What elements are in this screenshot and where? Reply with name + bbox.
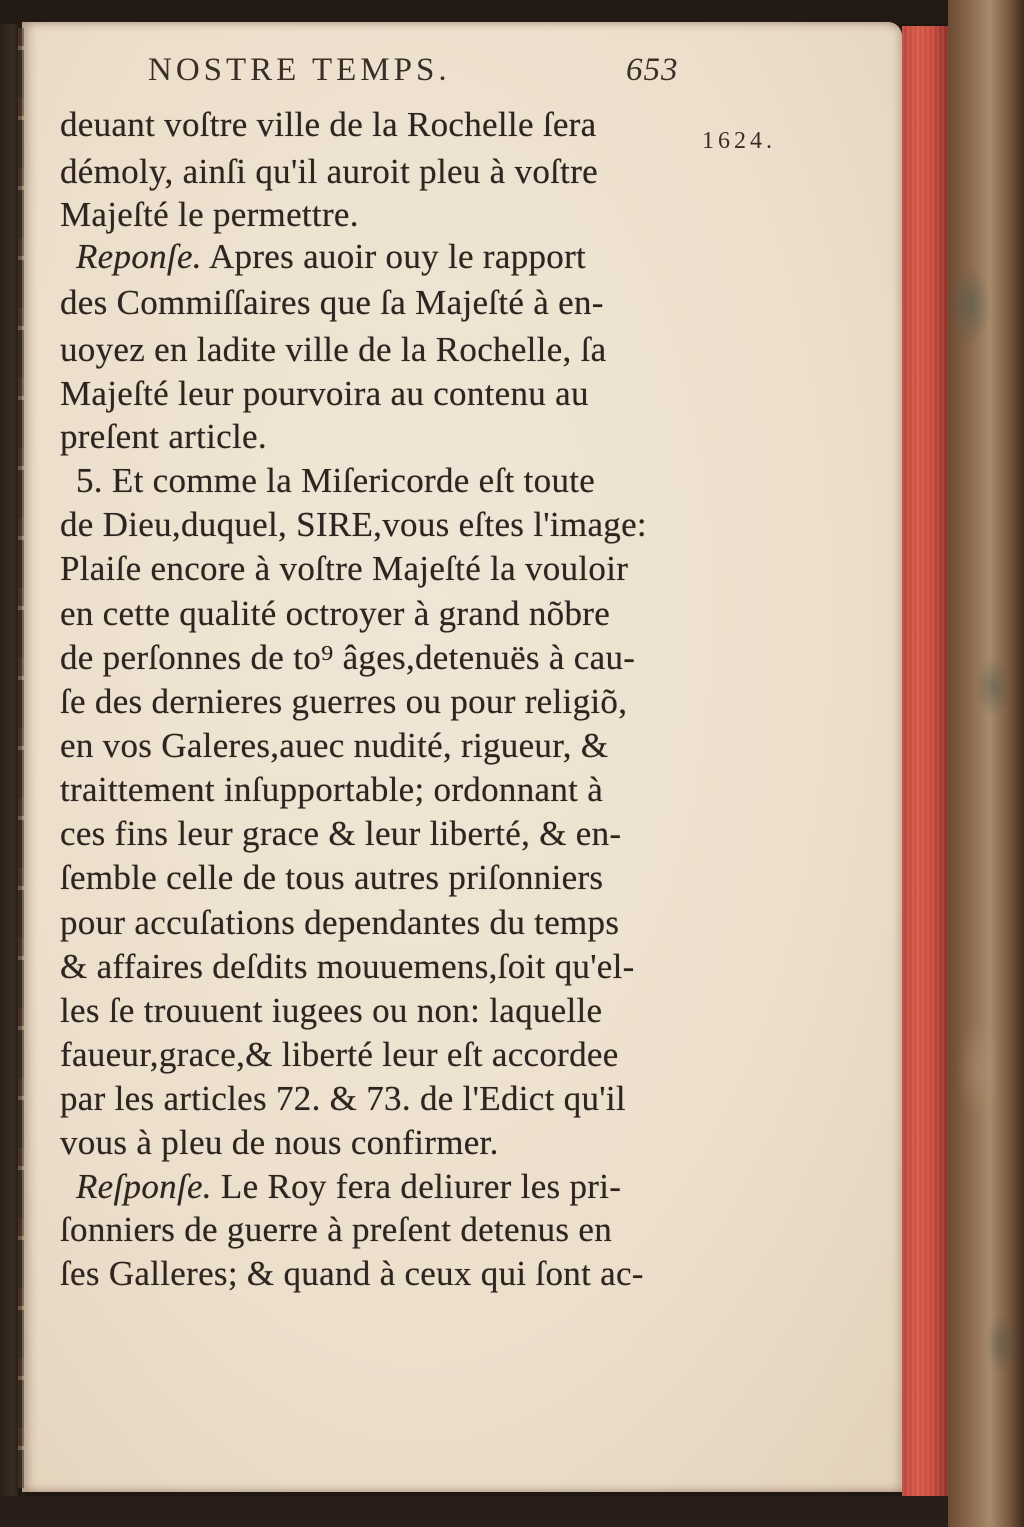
- background-top: [0, 0, 1024, 24]
- text-line: Majeſté le permettre.: [60, 195, 359, 234]
- text-line: en vos Galeres,auec nudité, rigueur, &: [60, 726, 609, 765]
- text-line: des Commiſſaires que ſa Majeſté à en-: [60, 283, 604, 322]
- text-line: preſent article.: [60, 417, 267, 456]
- text-line: & affaires deſdits mouuemens,ſoit qu'el-: [60, 947, 635, 986]
- response-label: Reſponſe.: [76, 1167, 212, 1206]
- text-line: 5. Et comme la Miſericorde eſt toute: [76, 461, 596, 500]
- text-line: ſonniers de guerre à preſent detenus en: [60, 1210, 613, 1249]
- running-header: [148, 52, 688, 98]
- text-line: pour accuſations dependantes du temps: [60, 903, 620, 942]
- text-line: ces fins leur grace & leur liberté, & en-: [60, 814, 622, 853]
- text-line: de perſonnes de to⁹ âges,detenuës à cau-: [60, 638, 636, 677]
- text-line: ſe des dernieres guerres ou pour religiõ,: [60, 682, 628, 721]
- binding-gutter: [18, 28, 24, 1488]
- text-line: démoly, ainſi qu'il auroit pleu à voſtre: [60, 152, 598, 191]
- text-line: en cette qualité octroyer à grand nõbre: [60, 594, 611, 633]
- background-bottom: [0, 1496, 948, 1527]
- text-line: vous à pleu de nous confirmer.: [60, 1123, 499, 1162]
- text-line: Majeſté leur pourvoira au contenu au: [60, 374, 589, 413]
- response-label: Reponſe.: [76, 237, 202, 276]
- text-line: de Dieu,duquel, SIRE,vous eſtes l'image:: [60, 505, 647, 544]
- text-line: uoyez en ladite ville de la Rochelle, ſa: [60, 330, 607, 369]
- text-line: faueur,grace,& liberté leur eſt accordee: [60, 1035, 619, 1074]
- text-line: ſemble celle de tous autres priſonniers: [60, 858, 604, 897]
- text-line: Reponſe. Apres auoir ouy le rapport: [76, 237, 587, 276]
- running-title: NOSTRE TEMPS.: [148, 52, 451, 88]
- cover-marbling: [948, 0, 1024, 1527]
- text-line: Reſponſe. Le Roy fera deliurer les pri-: [76, 1167, 622, 1206]
- text-line: par les articles 72. & 73. de l'Edict qu'il: [60, 1079, 626, 1118]
- text-line: les ſe trouuent iugees ou non: laquelle: [60, 991, 603, 1030]
- text-line: ſes Galleres; & quand à ceux qui ſont ac-: [60, 1254, 644, 1293]
- text-line: deuant voſtre ville de la Rochelle ſera: [60, 105, 597, 144]
- margin-year-note: 1624.: [702, 128, 776, 154]
- text-line: Plaiſe encore à voſtre Majeſté la vouloir: [60, 549, 629, 588]
- page-edge-texture: [902, 26, 948, 1496]
- page-number: 653: [626, 52, 679, 88]
- text-line: traittement inſupportable; ordonnant à: [60, 770, 604, 809]
